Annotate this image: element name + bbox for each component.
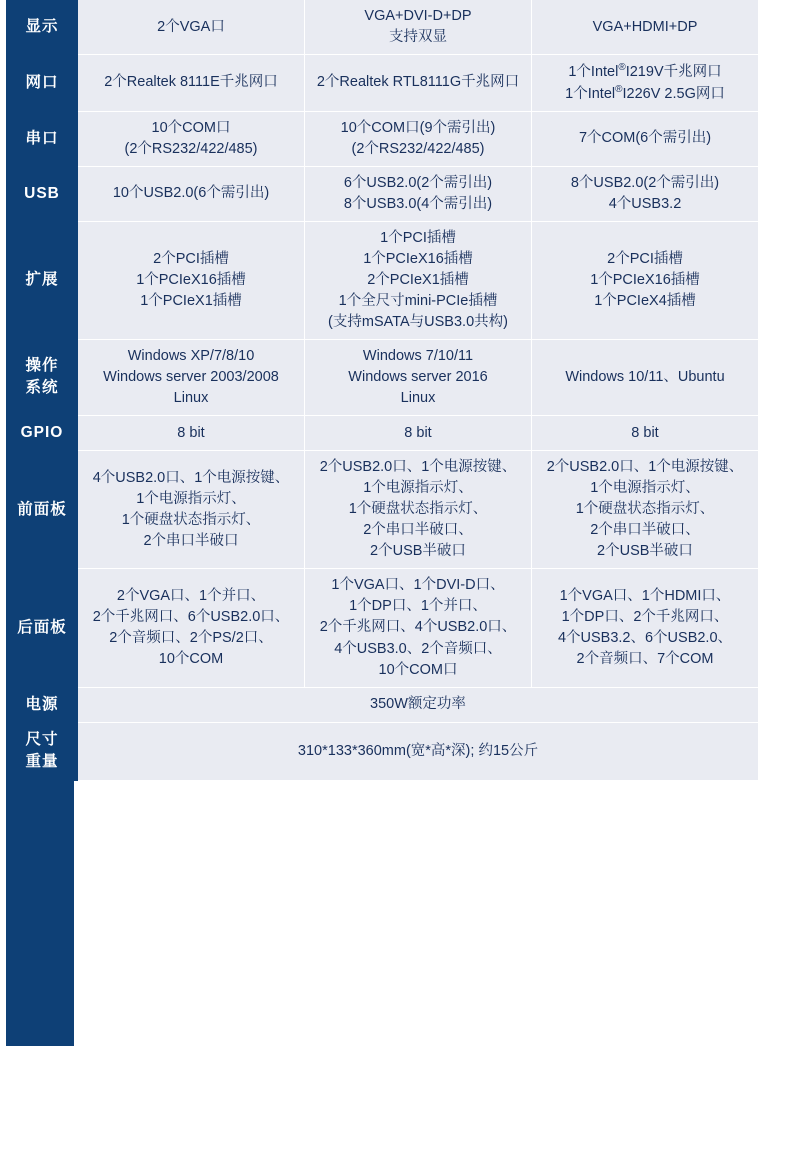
cell-line: 6个USB2.0(2个需引出) <box>343 174 493 191</box>
table-row <box>6 339 758 415</box>
row-label-rear-panel <box>6 569 78 687</box>
cell-line: 1个PCIeX16插槽 <box>363 250 473 267</box>
cell-line: Windows 10/11、Ubuntu <box>565 368 725 385</box>
cell-lan-col2 <box>305 55 532 112</box>
table-row <box>6 221 758 339</box>
cell-line: 2个VGA口、1个并口、 <box>116 587 266 604</box>
row-label-text: 系统 <box>25 379 59 397</box>
cell-line: 1个硬盘状态指示灯、 <box>348 501 488 518</box>
table-row <box>6 415 758 450</box>
cell-expansion-col2 <box>305 221 532 339</box>
cell-line: Windows 7/10/11 <box>362 347 474 364</box>
cell-line: 4个USB3.0、2个音频口、 <box>334 640 502 657</box>
cell-serial-col1 <box>78 111 305 166</box>
cell-front-panel-col2 <box>305 451 532 569</box>
row-label-text: GPIO <box>20 423 64 441</box>
cell-line: 1个电源指示灯、 <box>590 480 700 497</box>
cell-lan-col3 <box>532 55 759 112</box>
cell-line: 2个串口半破口、 <box>363 522 473 539</box>
cell-line: 2个音频口、7个COM <box>576 651 714 667</box>
cell-gpio-col2 <box>305 415 532 450</box>
cell-line: 10个COM口 <box>151 119 231 136</box>
cell-line: 2个Realtek 8111E千兆网口 <box>104 74 278 91</box>
row-label-text: 后面板 <box>17 618 67 636</box>
row-label-text: 串口 <box>25 129 59 147</box>
cell-usb-col1 <box>78 166 305 221</box>
cell-line: 1个全尺寸mini-PCIe插槽 <box>338 292 498 309</box>
cell-line: 2个音频口、2个PS/2口、 <box>109 629 273 646</box>
cell-line: 2个PCI插槽 <box>607 250 683 267</box>
cell-line: 2个USB2.0口、1个电源按键、 <box>319 459 517 476</box>
cell-line: 2个PCI插槽 <box>153 250 229 267</box>
table-row <box>6 0 758 55</box>
cell-line: 7个COM(6个需引出) <box>578 130 712 147</box>
cell-lan-col1 <box>78 55 305 112</box>
cell-line: 1个硬盘状态指示灯、 <box>575 501 715 518</box>
row-label-os <box>6 339 78 415</box>
cell-line: 2个千兆网口、6个USB2.0口、 <box>92 608 290 625</box>
row-label-display <box>6 0 78 55</box>
cell-line: 1个PCIeX4插槽 <box>594 292 696 309</box>
cell-dimensions-merged <box>78 723 758 781</box>
cell-line: 2个VGA口 <box>157 18 225 35</box>
cell-line: 1个VGA口、1个DVI-D口、 <box>331 577 505 594</box>
cell-line: 8个USB2.0(2个需引出) <box>570 174 720 191</box>
row-label-power <box>6 687 78 722</box>
cell-line: 8个USB3.0(4个需引出) <box>343 195 493 212</box>
cell-line: 2个USB半破口 <box>370 543 466 560</box>
cell-serial-col2 <box>305 111 532 166</box>
cell-display-col3 <box>532 0 759 55</box>
row-label-usb <box>6 166 78 221</box>
cell-line: 2个PCIeX1插槽 <box>367 271 469 288</box>
cell-line: 2个千兆网口、4个USB2.0口、 <box>319 619 517 636</box>
cell-line: 10个USB2.0(6个需引出) <box>112 185 270 202</box>
cell-line: 4个USB3.2 <box>608 195 682 212</box>
cell-line: Windows server 2016 <box>348 368 488 385</box>
cell-usb-col2 <box>305 166 532 221</box>
row-label-text: 前面板 <box>17 500 67 518</box>
cell-line: 1个VGA口、1个HDMI口、 <box>559 587 731 604</box>
table-row <box>6 55 758 112</box>
row-label-lan <box>6 55 78 112</box>
row-label-text: 重量 <box>25 753 59 771</box>
row-label-text: USB <box>24 184 60 202</box>
cell-os-col2 <box>305 339 532 415</box>
cell-line: Windows server 2003/2008 <box>103 368 279 385</box>
cell-gpio-col1 <box>78 415 305 450</box>
table-row <box>6 687 758 722</box>
cell-line: 1个硬盘状态指示灯、 <box>121 511 261 528</box>
table-row <box>6 166 758 221</box>
cell-line: VGA+DVI-D+DP <box>364 8 472 24</box>
cell-line: 10个COM口(9个需引出) <box>340 119 496 136</box>
cell-line: (2个RS232/422/485) <box>124 140 258 157</box>
cell-expansion-col3 <box>532 221 759 339</box>
cell-line: 1个PCIeX16插槽 <box>136 271 246 288</box>
row-label-dimensions <box>6 723 78 781</box>
row-label-text: 尺寸 <box>25 731 59 748</box>
table-row <box>6 111 758 166</box>
cell-line: 10个COM <box>158 651 224 667</box>
row-label-gpio <box>6 415 78 450</box>
cell-line: 支持双显 <box>389 29 447 46</box>
cell-line: 1个DP口、2个千兆网口、 <box>561 608 729 625</box>
row-label-text: 电源 <box>25 695 59 713</box>
specification-table <box>6 0 758 781</box>
cell-line: 310*133*360mm(宽*高*深); 约15公斤 <box>297 742 539 759</box>
cell-line: 1个PCIeX1插槽 <box>140 292 242 309</box>
cell-line: 2个串口半破口、 <box>590 522 700 539</box>
cell-line: 1个DP口、1个并口、 <box>349 598 487 615</box>
cell-line: 1个电源指示灯、 <box>136 490 246 507</box>
row-label-text: 操作 <box>25 356 59 374</box>
cell-line: Linux <box>173 389 209 406</box>
table-row <box>6 451 758 569</box>
cell-line: 8 bit <box>404 424 432 441</box>
row-label-text: 网口 <box>25 73 59 91</box>
cell-line: 1个PCI插槽 <box>380 229 456 246</box>
row-label-serial <box>6 111 78 166</box>
cell-usb-col3 <box>532 166 759 221</box>
cell-display-col1 <box>78 0 305 55</box>
cell-line: 1个Intel®I226V 2.5G网口 <box>565 83 725 102</box>
cell-line: 8 bit <box>177 424 205 441</box>
cell-os-col3 <box>532 339 759 415</box>
cell-line: VGA+HDMI+DP <box>592 18 698 35</box>
cell-line: 2个Realtek RTL8111G千兆网口 <box>316 74 520 91</box>
cell-rear-panel-col1 <box>78 569 305 687</box>
cell-line: 1个Intel®I219V千兆网口 <box>568 62 722 80</box>
cell-line: (支持mSATA与USB3.0共构) <box>328 313 508 330</box>
cell-line: 350W额定功率 <box>370 696 466 713</box>
cell-gpio-col3 <box>532 415 759 450</box>
cell-line: 1个电源指示灯、 <box>363 480 473 497</box>
cell-line: 2个USB2.0口、1个电源按键、 <box>546 459 744 476</box>
cell-line: Linux <box>400 389 436 406</box>
cell-rear-panel-col2 <box>305 569 532 687</box>
row-label-front-panel <box>6 451 78 569</box>
cell-line: (2个RS232/422/485) <box>351 140 485 157</box>
cell-line: 8 bit <box>631 424 659 441</box>
row-label-text: 扩展 <box>25 271 59 289</box>
cell-expansion-col1 <box>78 221 305 339</box>
cell-rear-panel-col3 <box>532 569 759 687</box>
cell-line: 4个USB3.2、6个USB2.0、 <box>557 629 733 646</box>
cell-line: 10个COM口 <box>378 661 458 678</box>
cell-front-panel-col1 <box>78 451 305 569</box>
cell-display-col2 <box>305 0 532 55</box>
cell-line: 1个PCIeX16插槽 <box>590 271 700 288</box>
table-row <box>6 723 758 781</box>
cell-line: 2个串口半破口 <box>143 532 239 549</box>
cell-line: Windows XP/7/8/10 <box>127 347 255 364</box>
cell-serial-col3 <box>532 111 759 166</box>
row-label-expansion <box>6 221 78 339</box>
cell-os-col1 <box>78 339 305 415</box>
cell-front-panel-col3 <box>532 451 759 569</box>
cell-line: 2个USB半破口 <box>597 543 693 560</box>
row-label-text: 显示 <box>25 17 59 35</box>
table-row <box>6 569 758 687</box>
cell-power-merged <box>78 687 758 722</box>
cell-line: 4个USB2.0口、1个电源按键、 <box>92 469 290 486</box>
